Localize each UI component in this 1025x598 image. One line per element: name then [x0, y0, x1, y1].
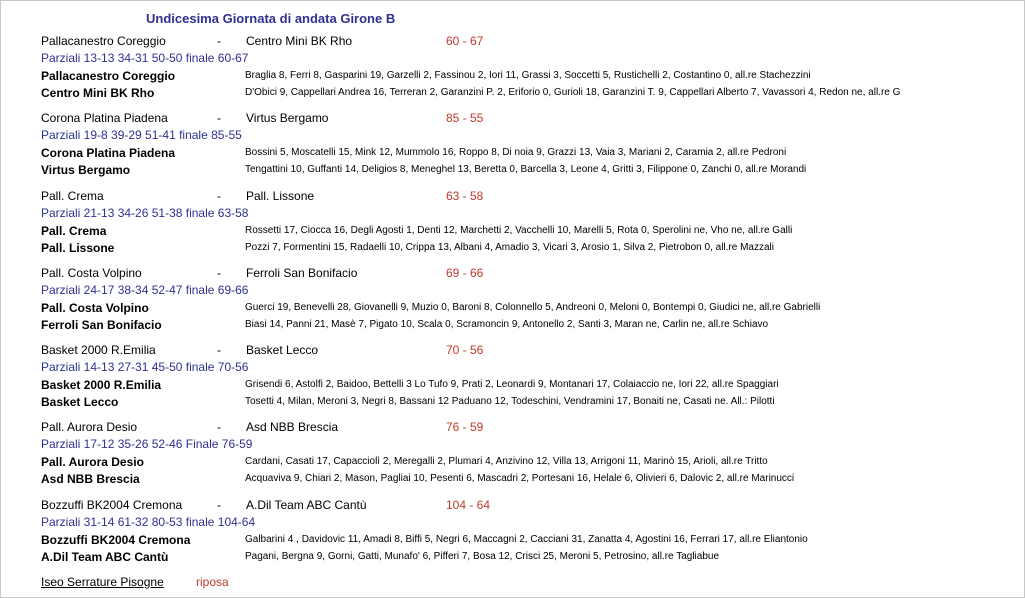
away-team-label: Asd NBB Brescia	[41, 472, 140, 486]
home-team: Pall. Costa Volpino	[41, 266, 142, 280]
partial-scores: Parziali 13-13 34-31 50-50 finale 60-67	[41, 51, 249, 65]
home-players: Cardani, Casati 17, Capacciolì 2, Meregalli 2, Plumari 4, Anzivino 12, Villa 13, Arrigoni 11, Marinò 15, Arioli, all.re Tritto	[245, 456, 768, 467]
home-team-label: Bozzuffi BK2004 Cremona	[41, 533, 191, 547]
away-team: Basket Lecco	[246, 343, 319, 357]
away-team: Asd NBB Brescia	[246, 420, 339, 434]
page-title: Undicesima Giornata di andata Girone B	[146, 11, 396, 26]
match-header	[40, 111, 1015, 128]
separator-dash: -	[217, 420, 221, 434]
resting-team-row	[41, 575, 229, 589]
away-players-row	[40, 549, 1015, 566]
home-players-row	[40, 223, 1015, 240]
away-team: Ferroli San Bonifacio	[246, 266, 358, 280]
away-team: A.Dil Team ABC Cantù	[246, 498, 367, 512]
home-players: Grisendi 6, Astolfi 2, Baidoo, Bettelli 3 Lo Tufo 9, Prati 2, Leonardi 9, Montanari 17, Colaiaccio ne, Iori 22, all.re Spaggiari	[245, 379, 779, 390]
match-block	[40, 111, 1015, 179]
home-team: Pallacanestro Coreggio	[41, 34, 166, 48]
final-score: 63 - 58	[446, 189, 484, 203]
final-score: 69 - 66	[446, 266, 484, 280]
home-players: Galbarini 4 , Davidovic 11, Amadi 8, Biffi 5, Negri 6, Maccagni 2, Cacciani 31, Zanatta 4, Agostini 16, Ferrari 17, all.re Eliantonio	[245, 534, 808, 545]
away-players: Tosetti 4, Milan, Meroni 3, Negri 8, Bassani 12 Paduano 12, Todeschini, Vendramini 17, Bonaiti ne, Casati ne. All.: Pilotti	[245, 396, 775, 407]
match-block	[40, 343, 1015, 411]
separator-dash: -	[217, 266, 221, 280]
away-players-row	[40, 162, 1015, 179]
separator-dash: -	[217, 189, 221, 203]
partial-scores: Parziali 14-13 27-31 45-50 finale 70-56	[41, 360, 249, 374]
match-header	[40, 498, 1015, 515]
away-team-label: Pall. Lissone	[41, 241, 115, 255]
away-team: Virtus Bergamo	[246, 111, 329, 125]
match-block	[40, 498, 1015, 566]
match-header	[40, 34, 1015, 51]
match-block	[40, 34, 1015, 102]
home-team-label: Pall. Aurora Desio	[41, 455, 144, 469]
home-players-row	[40, 300, 1015, 317]
match-block	[40, 420, 1015, 488]
home-team-label: Pall. Costa Volpino	[41, 301, 149, 315]
separator-dash: -	[217, 498, 221, 512]
partial-scores: Parziali 17-12 35-26 52-46 Finale 76-59	[41, 437, 253, 451]
away-players: Pagani, Bergna 9, Gorni, Gatti, Munafo' 6, Pifferi 7, Bosa 12, Crisci 25, Meroni 5, Petrosino, all.re Tagliabue	[245, 551, 720, 562]
home-players-row	[40, 145, 1015, 162]
away-team-label: Virtus Bergamo	[41, 163, 131, 177]
separator-dash: -	[217, 343, 221, 357]
resting-label: riposa	[196, 575, 229, 589]
match-block	[40, 189, 1015, 257]
home-players: Bossini 5, Moscatelli 15, Mink 12, Mummolo 16, Roppo 8, Di noia 9, Grazzi 13, Vaia 3, Mariani 2, Caramia 2, all.re Pedroni	[245, 147, 787, 158]
home-team-label: Pallacanestro Coreggio	[41, 69, 176, 83]
away-players-row	[40, 471, 1015, 488]
home-team: Bozzuffi BK2004 Cremona	[41, 498, 183, 512]
partial-scores: Parziali 31-14 61-32 80-53 finale 104-64	[41, 515, 256, 529]
home-team-label: Pall. Crema	[41, 224, 107, 238]
home-team-label: Basket 2000 R.Emilia	[41, 378, 162, 392]
home-players-row	[40, 454, 1015, 471]
resting-team-link[interactable]: Iseo Serrature Pisogne	[41, 575, 164, 589]
away-players: Biasi 14, Panni 21, Masè 7, Pigato 10, Scala 0, Scramoncin 9, Antonello 2, Santi 3, Maran ne, Carlin ne, all.re Schiavo	[245, 319, 769, 330]
home-players-row	[40, 68, 1015, 85]
match-block	[40, 266, 1015, 334]
match-header	[40, 189, 1015, 206]
away-players: D'Obici 9, Cappellari Andrea 16, Terreran 2, Garanzini P. 2, Eriforio 0, Gurioli 18, Garanzini T. 9, Cappellari Alberto 7, Vavassori 4, Redon ne, all.re G	[245, 87, 901, 98]
match-header	[40, 420, 1015, 437]
match-header	[40, 343, 1015, 360]
separator-dash: -	[217, 111, 221, 125]
match-header	[40, 266, 1015, 283]
away-team-label: Centro Mini BK Rho	[41, 86, 155, 100]
home-players-row	[40, 532, 1015, 549]
separator-dash: -	[217, 34, 221, 48]
away-players-row	[40, 85, 1015, 102]
home-team: Basket 2000 R.Emilia	[41, 343, 156, 357]
away-team: Centro Mini BK Rho	[246, 34, 353, 48]
final-score: 85 - 55	[446, 111, 484, 125]
home-team: Corona Platina Piadena	[41, 111, 168, 125]
home-players: Braglia 8, Ferri 8, Gasparini 19, Garzelli 2, Fassinou 2, Iori 11, Grassi 3, Soccetti 5, Rustichelli 2, Costantino 0, all.re Stachezzini	[245, 70, 811, 81]
away-team: Pall. Lissone	[246, 189, 315, 203]
partial-scores: Parziali 21-13 34-26 51-38 finale 63-58	[41, 206, 249, 220]
partial-scores: Parziali 24-17 38-34 52-47 finale 69-66	[41, 283, 249, 297]
away-team-label: A.Dil Team ABC Cantù	[41, 550, 169, 564]
away-team-label: Basket Lecco	[41, 395, 119, 409]
home-team: Pall. Crema	[41, 189, 104, 203]
away-players-row	[40, 240, 1015, 257]
final-score: 104 - 64	[446, 498, 491, 512]
partial-scores: Parziali 19-8 39-29 51-41 finale 85-55	[41, 128, 242, 142]
away-players: Acquaviva 9, Chiari 2, Mason, Pagliai 10, Pesenti 6, Mascadri 2, Portesani 16, Helale 6, Olivieri 6, Dalovic 2, all.re Marinucci	[245, 473, 795, 484]
home-players: Guerci 19, Benevelli 28, Giovanelli 9, Muzio 0, Baroni 8, Colonnello 5, Andreoni 0, Meloni 0, Bontempi 0, Giudici ne, all.re Gabrielli	[245, 302, 821, 313]
away-players-row	[40, 394, 1015, 411]
final-score: 60 - 67	[446, 34, 484, 48]
away-players-row	[40, 317, 1015, 334]
home-players: Rossetti 17, Ciocca 16, Degli Agosti 1, Denti 12, Marchetti 2, Vacchelli 10, Marelli 5, Rota 0, Sperolini ne, Vho ne, all.re Galli	[245, 225, 793, 236]
home-players-row	[40, 377, 1015, 394]
away-team-label: Ferroli San Bonifacio	[41, 318, 162, 332]
final-score: 70 - 56	[446, 343, 484, 357]
away-players: Pozzi 7, Formentini 15, Radaelli 10, Crippa 13, Albani 4, Amadio 3, Vicari 3, Arosio 1, Silva 2, Pietrobon 0, all.re Mazzali	[245, 242, 774, 253]
final-score: 76 - 59	[446, 420, 484, 434]
away-players: Tengattini 10, Guffanti 14, Deligios 8, Meneghel 13, Beretta 0, Barcella 3, Leone 4, Gritti 3, Filippone 0, Zanchi 0, all.re Morandi	[245, 164, 807, 175]
home-team-label: Corona Platina Piadena	[41, 146, 176, 160]
home-team: Pall. Aurora Desio	[41, 420, 138, 434]
